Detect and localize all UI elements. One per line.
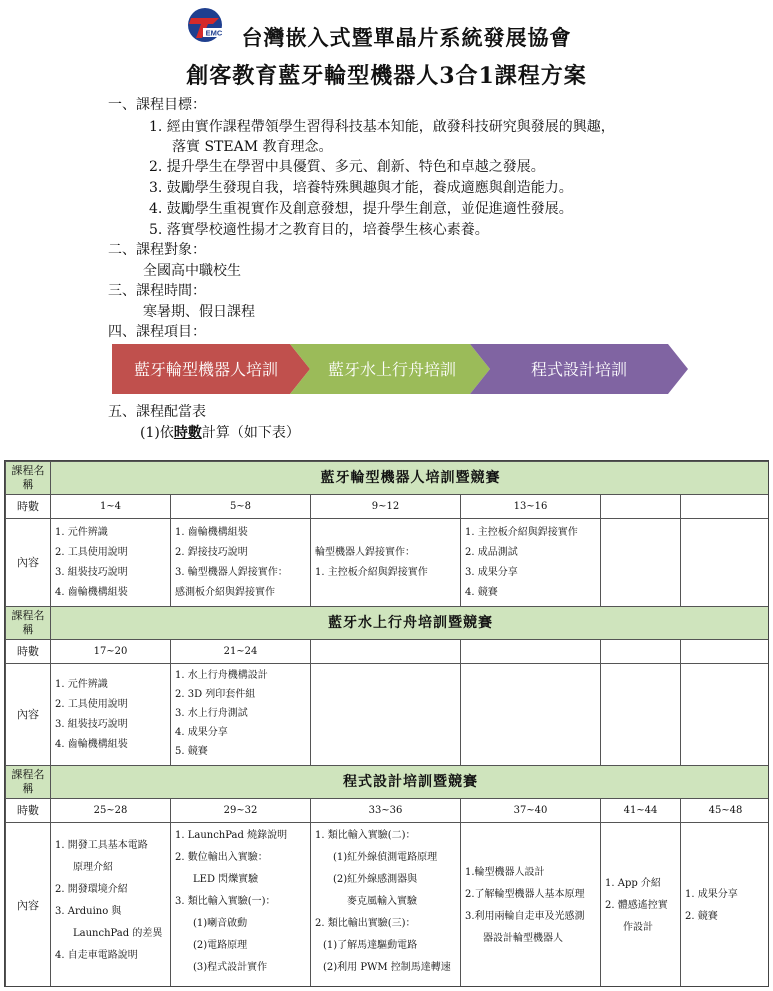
section-1-heading: 一、課程目標：	[108, 97, 206, 113]
hours-cell: 33~36	[311, 799, 461, 823]
content-cell	[601, 664, 681, 766]
hours-cell: 45~48	[681, 799, 770, 823]
content-label: 內容	[6, 823, 51, 988]
section-2-heading: 二、課程對象：	[108, 242, 206, 258]
content-cell: 1. 成果分享 2. 競賽	[681, 823, 770, 988]
org-name: 台灣嵌入式暨單晶片系統發展協會	[241, 25, 572, 50]
goal-item: 5. 落實學校適性揚才之教育目的，培養學生核心素養。	[149, 222, 489, 238]
block-title: 程式設計培訓暨競賽	[51, 766, 770, 799]
content-cell: 1. 元件辨識 2. 工具使用說明 3. 組裝技巧說明 4. 齒輪機構組裝	[51, 519, 171, 607]
hours-cell: 1~4	[51, 495, 171, 519]
section-4-heading: 四、課程項目：	[108, 324, 206, 340]
content-cell: 1.輪型機器人設計 2.了解輪型機器人基本原理 3.利用兩輪自走車及光感測 器設計輪型機器人	[461, 823, 601, 988]
content-cell: 1. App 介紹 2. 體感遙控實 作設計	[601, 823, 681, 988]
content-cell	[311, 664, 461, 766]
hours-cell: 25~28	[51, 799, 171, 823]
block-title: 藍牙輪型機器人培訓暨競賽	[51, 462, 770, 495]
content-cell	[681, 664, 770, 766]
course-name-label: 課程名稱	[6, 462, 51, 495]
hours-cell: 9~12	[311, 495, 461, 519]
hours-cell	[681, 640, 770, 664]
content-cell	[601, 519, 681, 607]
target-audience: 全國高中職校生	[143, 263, 241, 279]
goal-item: 3. 鼓勵學生發現自我，培養特殊興趣與才能，養成適應與創造能力。	[149, 180, 573, 196]
arrow-label: 藍牙水上行舟培訓	[327, 360, 457, 379]
document-title: 創客教育藍牙輪型機器人3合1課程方案	[186, 63, 587, 89]
hours-label: 時數	[6, 640, 51, 664]
content-cell: 輪型機器人銲接實作： 1. 主控板介紹與銲接實作	[311, 519, 461, 607]
goal-item: 落實 STEAM 教育理念。	[172, 139, 333, 155]
hours-label: 時數	[6, 495, 51, 519]
block-title: 藍牙水上行舟培訓暨競賽	[51, 607, 770, 640]
content-cell	[461, 664, 601, 766]
hours-cell	[311, 640, 461, 664]
hours-cell	[461, 640, 601, 664]
hours-cell	[601, 640, 681, 664]
content-cell	[681, 519, 770, 607]
goal-item: 2. 提升學生在學習中具優質、多元、創新、特色和卓越之發展。	[149, 159, 545, 175]
table-note: (1)依時數計算（如下表）	[140, 425, 300, 441]
content-cell: 1. 開發工具基本電路 原理介紹 2. 開發環境介紹 3. Arduino 與 LaunchPad 的差異 4. 自走車電路說明	[51, 823, 171, 988]
hours-cell: 5~8	[171, 495, 311, 519]
content-label: 內容	[6, 519, 51, 607]
svg-text:EMC: EMC	[205, 28, 223, 38]
goal-item: 1. 經由實作課程帶領學生習得科技基本知能，啟發科技研究與發展的興趣，	[149, 119, 615, 135]
content-cell: 1. LaunchPad 燒錄說明 2. 數位輸出入實驗： LED 閃爍實驗 3. 類比輸入實驗(一)： (1)喇音啟動 (2)電路原理 (3)程式設計實作	[171, 823, 311, 988]
hours-cell: 13~16	[461, 495, 601, 519]
content-cell: 1. 齒輪機構組裝 2. 銲接技巧說明 3. 輪型機器人銲接實作： 感測板介紹與銲接實作	[171, 519, 311, 607]
hours-label: 時數	[6, 799, 51, 823]
content-cell: 1. 元件辨識 2. 工具使用說明 3. 組裝技巧說明 4. 齒輪機構組裝	[51, 664, 171, 766]
hours-cell: 17~20	[51, 640, 171, 664]
content-cell: 1. 主控板介紹與銲接實作 2. 成品測試 3. 成果分享 4. 競賽	[461, 519, 601, 607]
hours-cell: 21~24	[171, 640, 311, 664]
course-schedule-table	[4, 460, 769, 987]
course-time: 寒暑期、假日課程	[143, 304, 255, 320]
course-name-label: 課程名稱	[6, 766, 51, 799]
hours-cell: 37~40	[461, 799, 601, 823]
hours-cell	[681, 495, 770, 519]
course-name-label: 課程名稱	[6, 607, 51, 640]
arrow-label: 藍牙輪型機器人培訓	[133, 360, 279, 379]
content-cell: 1. 類比輸入實驗(二)： (1)紅外線偵測電路原理 (2)紅外線感測器與 麥克風輸入實驗 2. 類比輸出實驗(三)： (1)了解馬達驅動電路 (2)利用 PWM 控制馬達轉速	[311, 823, 461, 988]
goal-item: 4. 鼓勵學生重視實作及創意發想，提升學生創意，並促進適性發展。	[149, 201, 573, 217]
program-arrows	[112, 344, 688, 394]
hours-cell	[601, 495, 681, 519]
section-5-heading: 五、課程配當表	[108, 404, 206, 420]
hours-cell: 41~44	[601, 799, 681, 823]
section-3-heading: 三、課程時間：	[108, 283, 206, 299]
hours-cell: 29~32	[171, 799, 311, 823]
arrow-label: 程式設計培訓	[530, 360, 628, 379]
content-cell: 1. 水上行舟機構設計 2. 3D 列印套件組 3. 水上行舟測試 4. 成果分享 5. 競賽	[171, 664, 311, 766]
content-label: 內容	[6, 664, 51, 766]
